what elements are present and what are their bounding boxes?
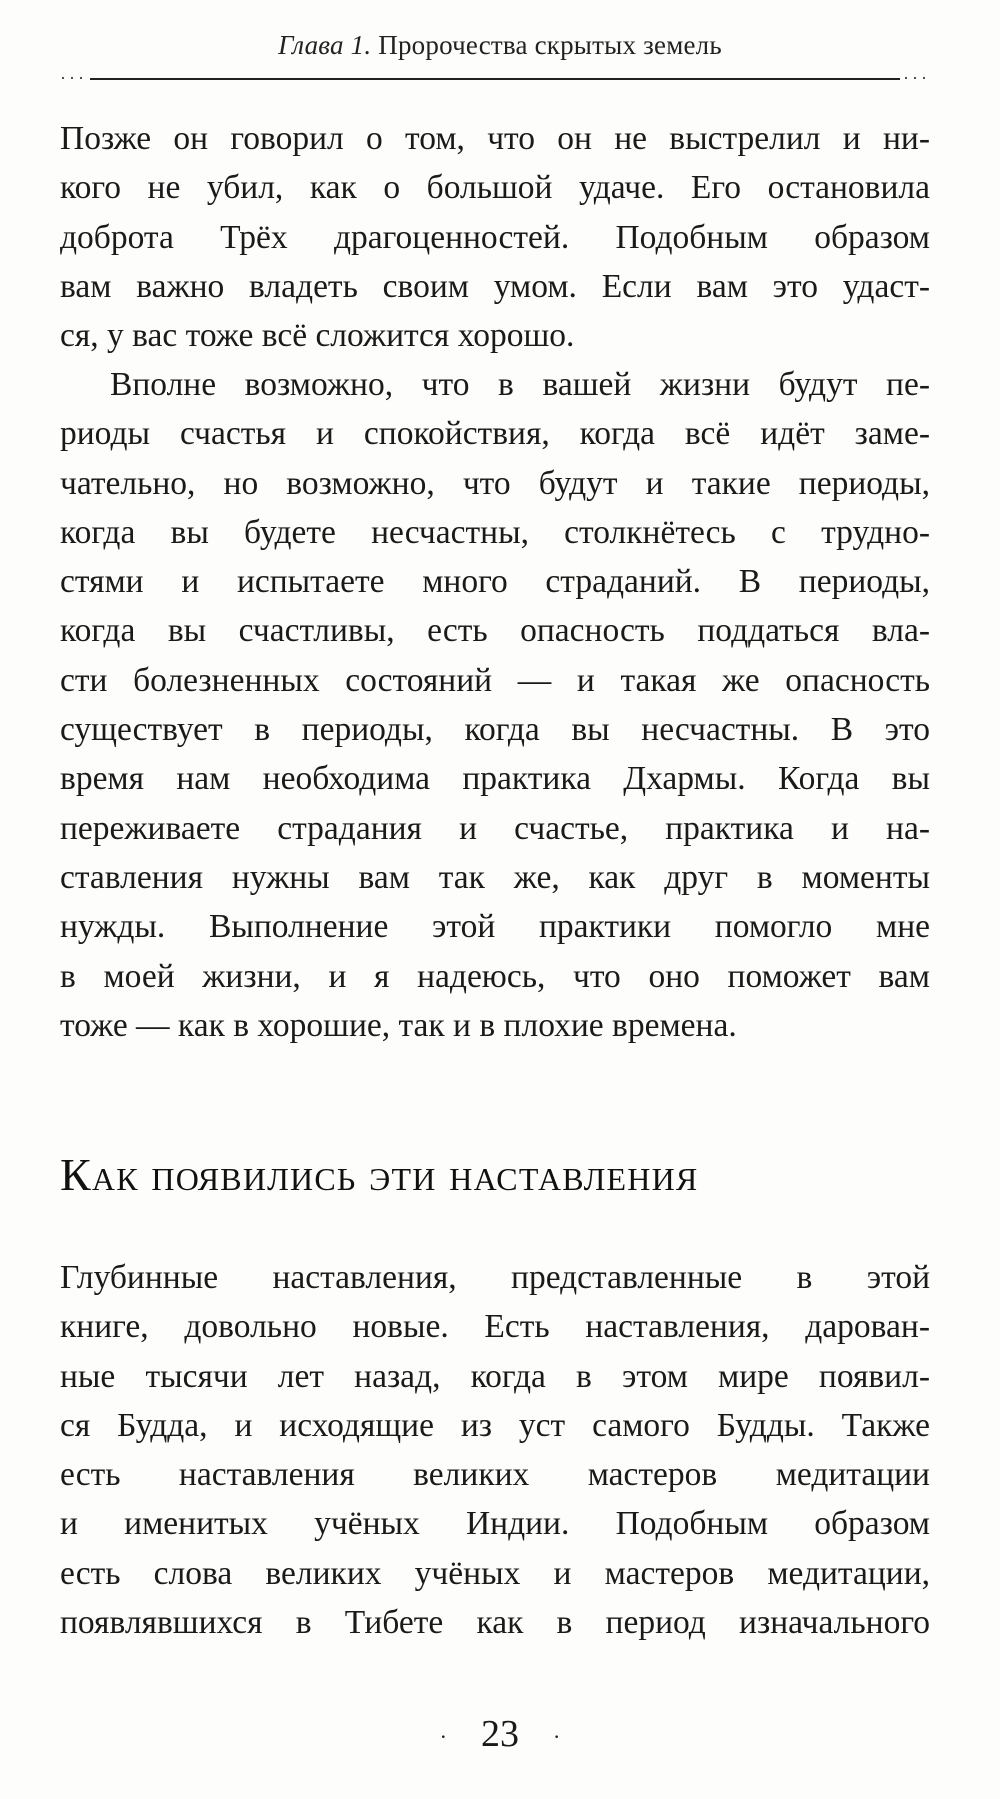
paragraph-2 [60,360,930,1050]
paragraph-line: ся, у вас тоже всё сложится хорошо. [60,317,575,355]
paragraph-line: вам важно владеть своим умом. Если вам это удаст- [60,267,930,305]
page-number: 23 [481,1713,519,1755]
paragraph-3 [60,1253,930,1647]
paragraph-line: Глубинные наставления, представленные в этой [60,1259,930,1296]
paragraph-line: существует в периоды, когда вы несчастны. В это [60,711,930,749]
paragraph-line: в моей жизни, и я надеюсь, что оно поможет вам [60,957,930,995]
running-head [0,30,1000,61]
paragraph-line: есть наставления великих мастеров медитации [60,1456,930,1494]
paragraph-line: когда вы будете несчастны, столкнётесь с трудно- [60,513,930,551]
paragraph-line: стями и испытаете много страданий. В периоды, [60,563,930,601]
paragraph-line: книге, довольно новые. Есть наставления, дарован- [60,1308,930,1346]
paragraph-line: ставления нужны вам так же, как друг в моменты [60,858,930,896]
paragraph-1 [60,114,930,360]
paragraph-line: доброта Трёх драгоценностей. Подобным образом [60,218,930,256]
paragraph-line: есть слова великих учёных и мастеров медитации, [60,1554,930,1592]
header-rule [60,68,930,90]
running-head-chapter: Глава 1. [278,30,372,60]
page-folio [0,1712,1000,1756]
folio-dot-right: · [553,1724,561,1750]
paragraph-line: ные тысячи лет назад, когда в этом мире появил- [60,1357,930,1395]
section-heading: Как появились эти наставления [60,1149,699,1200]
paragraph-line: чательно, но возможно, что будут и такие периоды, [60,464,930,502]
paragraph-line: сти болезненных состояний — и такая же опасность [60,661,930,699]
paragraph-line: нужды. Выполнение этой практики помогло мне [60,908,930,946]
running-head-title: Пророчества скрытых земель [378,30,722,60]
paragraph-line: переживаете страдания и счастье, практика и на- [60,809,930,847]
paragraph-line: время нам необходима практика Дхармы. Когда вы [60,760,930,798]
header-rule-dots-right: ··· [903,68,930,88]
paragraph-line: Позже он говорил о том, что он не выстрелил и ни- [60,120,930,157]
paragraph-line: когда вы счастливы, есть опасность поддаться вла- [60,612,930,650]
paragraph-line: и именитых учёных Индии. Подобным образом [60,1505,930,1543]
paragraph-line: тоже — как в хорошие, так и в плохие времена. [60,1006,737,1044]
folio-dot-left: · [439,1724,447,1750]
paragraph-line: появлявшихся в Тибете как в период изначального [60,1604,930,1642]
paragraph-line: риоды счастья и спокойствия, когда всё идёт заме- [60,415,930,453]
paragraph-line: ся Будда, и исходящие из уст самого Будды. Также [60,1406,930,1444]
paragraph-line: Вполне возможно, что в вашей жизни будут пе- [110,366,930,403]
paragraph-line: кого не убил, как о большой удаче. Его остановила [60,169,930,207]
header-rule-dots-left: ··· [60,68,87,88]
header-rule-line [90,78,900,80]
